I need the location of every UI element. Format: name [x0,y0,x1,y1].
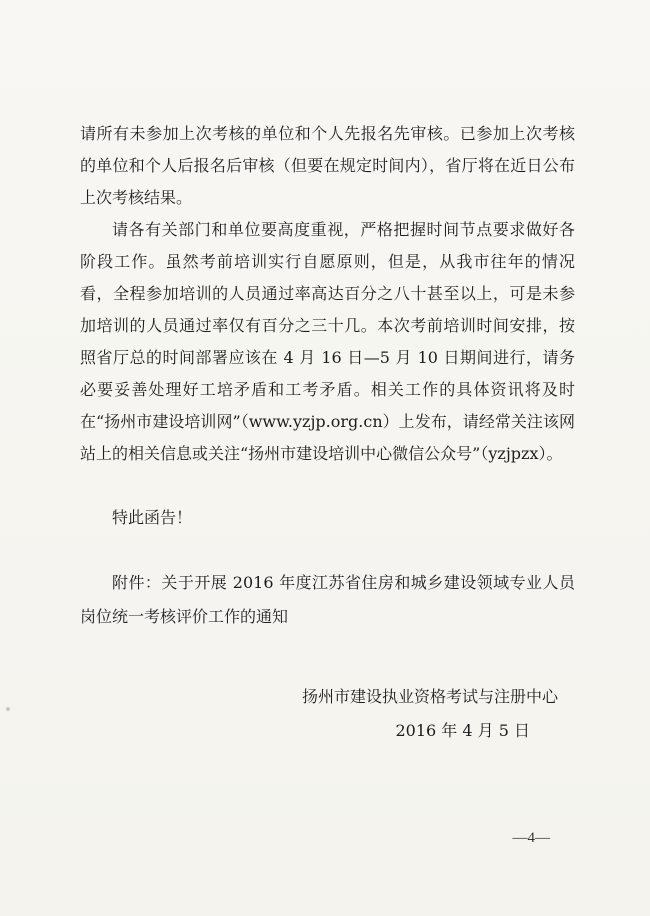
paragraph-training: 请各有关部门和单位要高度重视，严格把握时间节点要求做好各阶段工作。虽然考前培训实行自愿原则，但是，从我市往年的情况看，全程参加培训的人员通过率高达百分之八十甚至以上，可是未参加培训的人员通过率仅有百分之三十几。本次考前培训时间安排，按照省厅总的时间部署应该在 4 月 16 日—5 月 10 日期间进行，请务必要妥善处理好工培矛盾和工考矛盾。相关工作的具体资讯将及时在“扬州市建设培训网”（www.yzjp.org.cn）上发布，请经常关注该网站上的相关信息或关注“扬州市建设培训中心微信公众号”（yzjpzx）。 [80,220,575,463]
page-number: —4— [512,830,550,846]
paragraph-registration: 请所有未参加上次考核的单位和个人先报名先审核。已参加上次考核的单位和个人后报名后审核（但要在规定时间内），省厅将在近日公布上次考核结果。 [80,124,575,207]
signature-date: 2016 年 4 月 5 日 [395,721,530,740]
scan-speck [6,707,10,711]
closing-statement: 特此函告！ [112,508,193,527]
signature-block [198,680,558,748]
attachment-note: 附件：关于开展 2016 年度江苏省住房和城乡建设领域专业人员岗位统一考核评价工作的通知 [80,573,575,626]
signature-organization: 扬州市建设执业资格考试与注册中心 [301,687,558,706]
